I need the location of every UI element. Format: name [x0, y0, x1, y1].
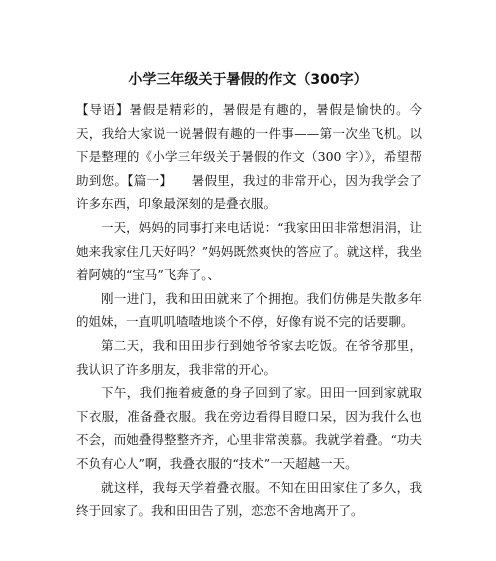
paragraph: 一天，妈妈的同事打来电话说：“我家田田非常想涓涓，让她来我家住几天好吗？”妈妈既然爽快的答应了。就这样，我坐着阿姨的“宝马”飞奔了。、 — [76, 219, 422, 283]
document-title: 小学三年级关于暑假的作文（300字） — [128, 72, 368, 88]
paragraph: 第二天，我和田田步行到她爷爷家去吃饭。在爷爷那里，我认识了许多朋友，我非常的开心。 — [76, 337, 422, 377]
document-body — [76, 98, 422, 523]
paragraph: 就这样，我每天学着叠衣服。不知在田田家住了多久，我终于回家了。我和田田告了别，恋恋不舍地离开了。 — [76, 479, 422, 519]
paragraph-intro: 【导语】暑假是精彩的，暑假是有趣的，暑假是愉快的。今天，我给大家说一说暑假有趣的一件事——第一次坐飞机。以下是整理的《小学三年级关于暑假的作文（300 字）》，希望帮助到您。【篇一】 暑假里，我过的非常开心，因为我学会了许多东西，印象最深刻的是叠衣服。 — [76, 102, 422, 212]
paragraph: 刚一进门，我和田田就来了个拥抱。我们仿佛是失散多年的姐妹，一直叽叽喳喳地谈个不停，好像有说不完的话要聊。 — [76, 290, 422, 330]
paragraph: 下午，我们拖着疲惫的身子回到了家。田田一回到家就取下衣服，准备叠衣服。我在旁边看得目瞪口呆，因为我什么也不会，而她叠得整整齐齐，心里非常羡慕。我就学着叠。“功夫不负有心人”啊，我叠衣服的“技术”一天超越一天。 — [76, 385, 422, 471]
